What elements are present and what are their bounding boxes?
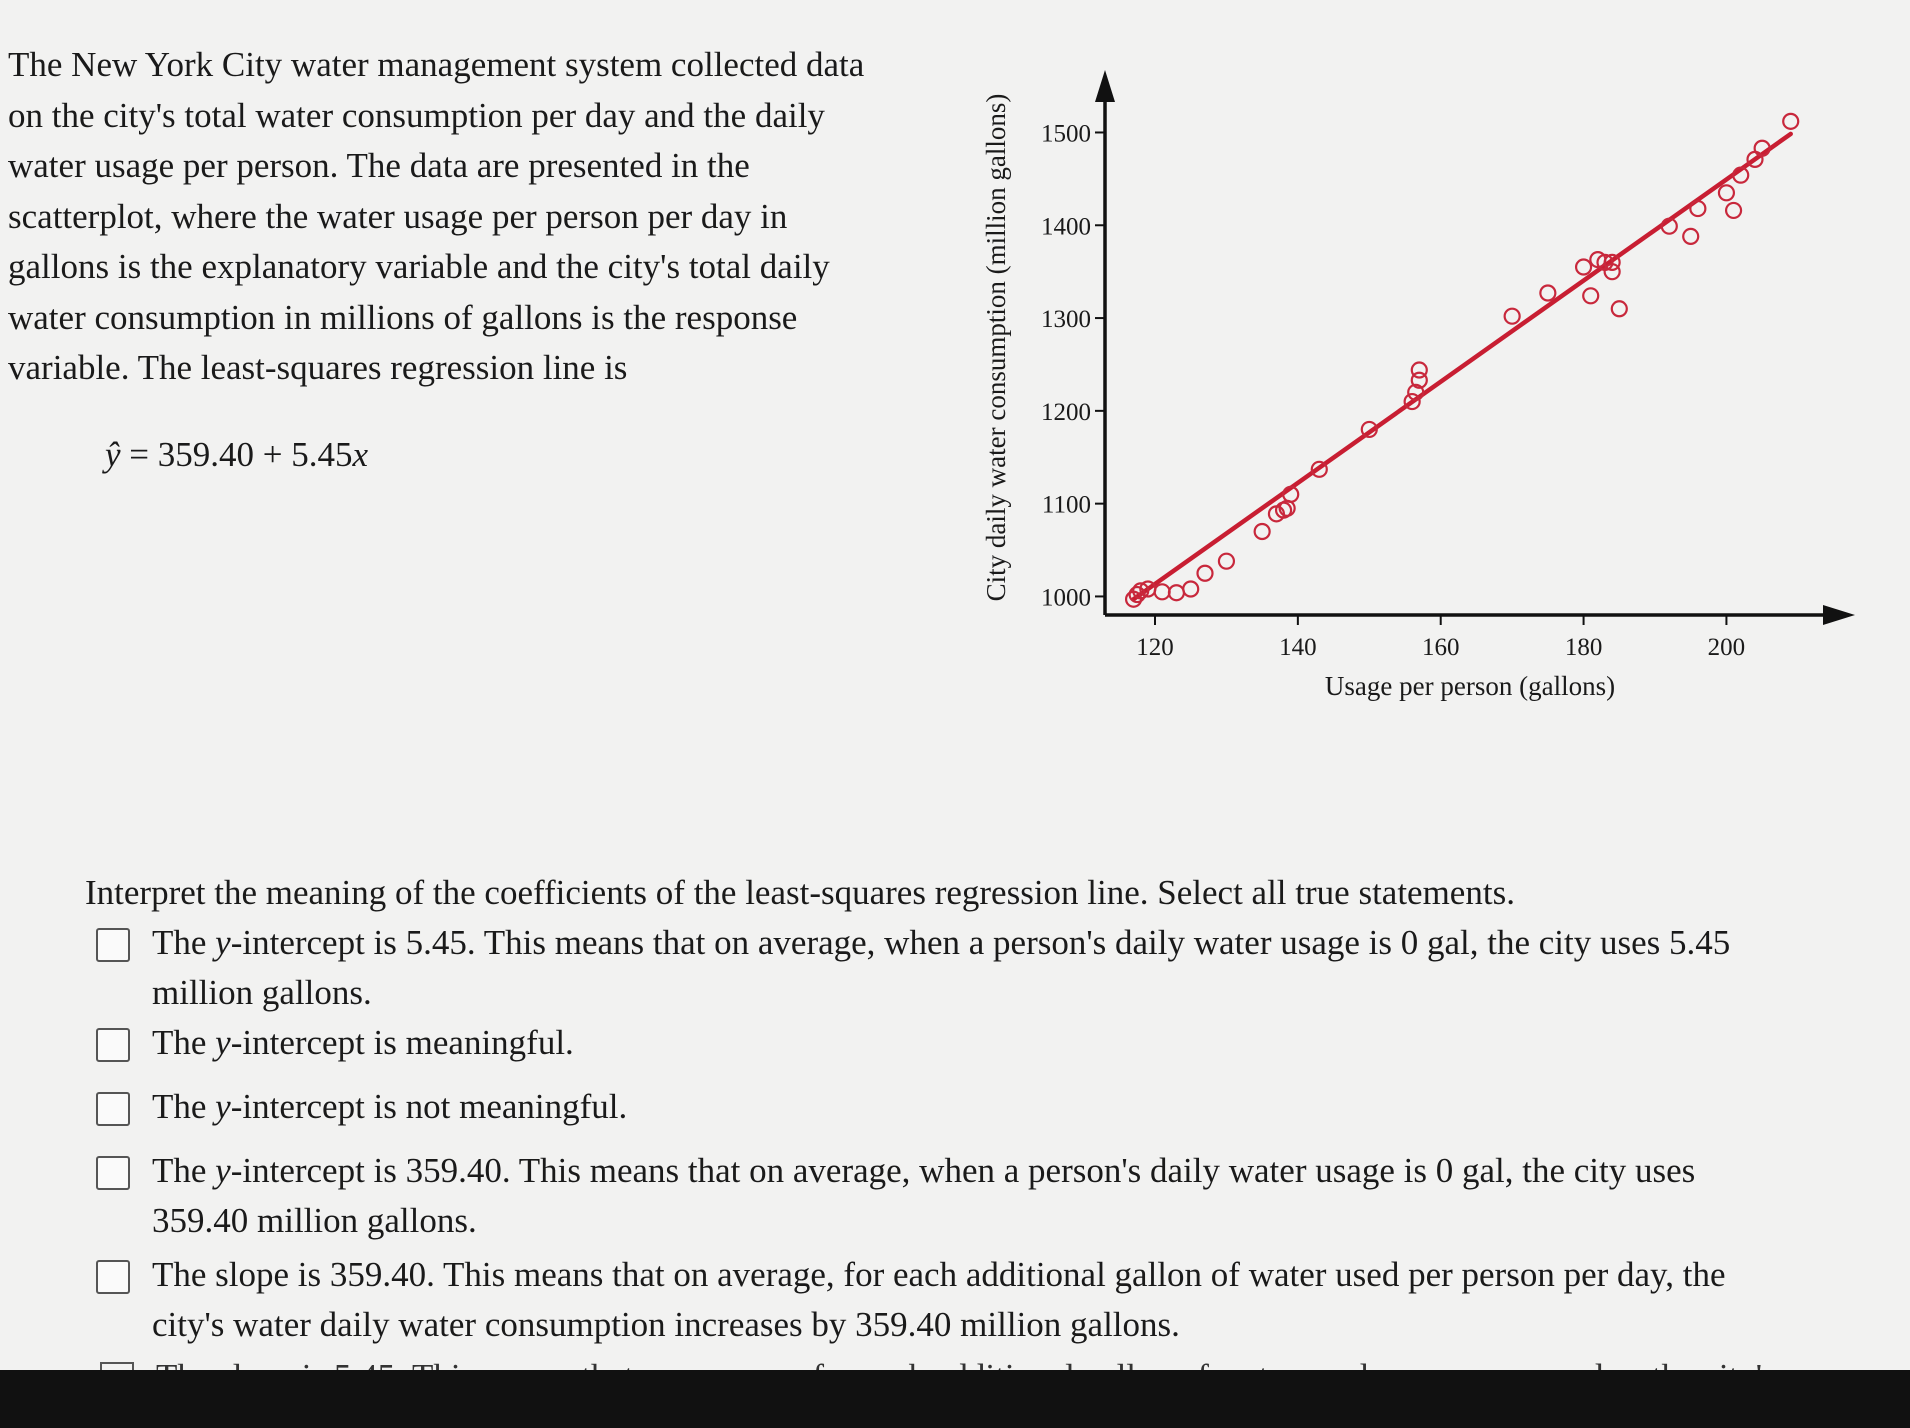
x-tick-label: 140 [1279, 634, 1317, 661]
y-tick-label: 1400 [1041, 213, 1091, 241]
option-text: The y-intercept is meaningful. [152, 1023, 574, 1062]
option-item[interactable] [90, 1082, 1790, 1132]
data-point [1576, 260, 1591, 275]
data-point [1169, 585, 1184, 600]
option-checkbox[interactable] [96, 1156, 130, 1190]
data-point [1412, 363, 1427, 378]
intro-line: on the city's total water consumption per day and the daily [8, 95, 825, 135]
option-checkbox[interactable] [96, 1028, 130, 1062]
data-point [1612, 301, 1627, 316]
scatterplot-chart [975, 60, 1855, 720]
x-axis-arrow [1823, 605, 1855, 625]
data-point [1719, 185, 1734, 200]
option-text: The y-intercept is not meaningful. [152, 1087, 628, 1126]
y-tick-label: 1200 [1041, 398, 1091, 426]
x-tick-label: 160 [1421, 634, 1460, 661]
option-item[interactable] [90, 918, 1790, 1018]
data-point [1155, 584, 1170, 599]
data-point [1183, 582, 1198, 597]
intro-line: variable. The least-squares regression line is [8, 348, 628, 387]
option-item[interactable] [90, 1250, 1790, 1350]
option-text: The slope is 359.40. This means that on average, for each additional gallon of water used per person per day, the city's water daily water consumption increases by 359.40 million gallons. [152, 1255, 1726, 1344]
equation-var: x [352, 435, 369, 474]
data-point [1783, 114, 1798, 129]
data-point [1255, 524, 1270, 539]
option-checkbox[interactable] [96, 1092, 130, 1126]
data-point [1198, 566, 1213, 581]
data-point [1505, 309, 1520, 324]
option-item[interactable] [90, 1146, 1790, 1246]
screen-bezel [0, 1370, 1910, 1428]
y-axis-label: City daily water consumption (million gallons) [981, 93, 1011, 602]
option-checkbox[interactable] [96, 928, 130, 962]
y-tick-label: 1300 [1041, 306, 1091, 334]
data-point [1219, 554, 1234, 569]
equation-lhs: ŷ [105, 435, 121, 474]
intro-line: water usage per person. The data are presented in the [8, 146, 750, 185]
x-tick-label: 120 [1136, 634, 1174, 661]
x-axis-label: Usage per person (gallons) [1324, 671, 1616, 701]
y-tick-label: 1000 [1041, 584, 1091, 612]
regression-equation [105, 430, 368, 480]
option-item-partial[interactable] [100, 1352, 1800, 1372]
data-point [1540, 286, 1555, 301]
data-point [1726, 203, 1741, 218]
data-point [1690, 201, 1705, 216]
intro-line: scatterplot, where the water usage per person per day in [8, 196, 788, 236]
data-point [1583, 288, 1598, 303]
option-text: The y-intercept is 359.40. This means that on average, when a person's daily water usage is 0 gal, the city uses 359.40 million gallons. [152, 1151, 1696, 1240]
intro-line: gallons is the explanatory variable and the city's total daily [8, 247, 830, 286]
y-tick-label: 1500 [1041, 120, 1091, 148]
intro-line: water consumption in millions of gallons is the response [8, 297, 798, 337]
y-axis-arrow [1095, 70, 1115, 102]
question-prompt: Interpret the meaning of the coefficients of the least-squares regression line. Select all true statements. [85, 873, 1515, 912]
problem-statement [8, 40, 908, 394]
data-point [1683, 229, 1698, 244]
option-checkbox[interactable] [96, 1260, 130, 1294]
y-tick-label: 1100 [1041, 491, 1091, 519]
equation-rhs: = 359.40 + 5.45 [120, 435, 353, 474]
x-tick-label: 200 [1707, 634, 1746, 661]
axes-layer [1041, 70, 1855, 661]
option-item[interactable] [90, 1018, 1790, 1068]
option-text: The y-intercept is 5.45. This means that on average, when a person's daily water usage is 0 gal, the city uses 5.45 million gallons. [152, 923, 1731, 1012]
x-tick-label: 180 [1564, 634, 1603, 661]
intro-line: The New York City water management system collected data [8, 45, 865, 84]
